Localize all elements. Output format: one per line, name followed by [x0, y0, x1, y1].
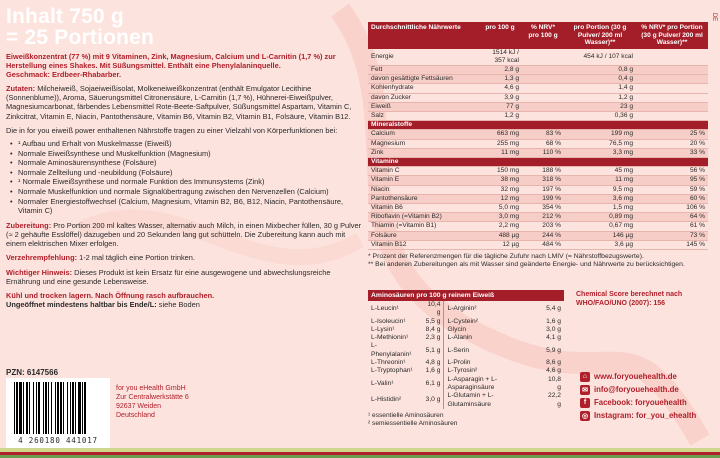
nutrient-value: 3,9 g: [478, 93, 522, 102]
nutrient-value: 197 %: [522, 185, 564, 194]
chemical-score: [576, 290, 716, 308]
nutrient-value: [522, 111, 564, 120]
nutrient-value: 76,5 mg: [564, 139, 636, 148]
barcode-bar: [67, 382, 68, 434]
nutrient-value: 146 µg: [564, 231, 636, 240]
amino-value: 1,6 g: [546, 317, 561, 325]
storage-info: Kühl und trocken lagern. Nach Öffnung rasch aufbrauchen. Ungeöffnet mindestens haltbar bis Ende/L: siehe Boden: [6, 290, 215, 310]
amino-name: L-Tryptophan¹: [371, 367, 413, 375]
nutrient-name: Vitamin B6: [368, 203, 478, 212]
nutrient-value: 64 %: [636, 213, 708, 222]
nutrient-value: 488 µg: [478, 231, 522, 240]
nutrient-name: Eiweiß: [368, 102, 478, 111]
col-header: % NRV* pro 100 g: [522, 22, 564, 49]
nutrient-value: [636, 111, 708, 120]
nutrient-name: Magnesium: [368, 139, 478, 148]
amino-value: 22,2 g: [547, 392, 561, 408]
nutrient-value: 1,3 g: [478, 75, 522, 84]
nutrient-name: Zink: [368, 148, 478, 157]
nutrient-value: 12 mg: [478, 194, 522, 203]
table-row: [368, 75, 708, 84]
nutrient-value: [636, 93, 708, 102]
amino-name: L-Alanin: [447, 334, 473, 342]
barcode-bar: [38, 382, 40, 434]
nutrient-value: [636, 49, 708, 66]
barcode-bar: [16, 382, 18, 434]
amino-name: L-Threonin¹: [371, 359, 406, 367]
amino-value: 5,4 g: [546, 305, 561, 313]
nutrition-table: [368, 22, 708, 250]
nutrient-value: 2,8 g: [478, 65, 522, 74]
barcode: [6, 378, 110, 452]
nutrient-value: 20 %: [636, 139, 708, 148]
warning: Wichtiger Hinweis: Dieses Produkt ist kein Ersatz für eine ausgewogene und abwechslungsreiche Ernährung und eine gesunde Lebensweise.: [6, 267, 331, 286]
amino-value: 8,6 g: [546, 359, 561, 367]
barcode-bar: [82, 382, 83, 434]
table-row: [368, 102, 708, 111]
amino-value: 4,8 g: [420, 359, 444, 367]
col-header: Durchschnittliche Nährwerte: [368, 22, 478, 49]
amino-value: 4,1 g: [546, 334, 561, 342]
amino-value: 10,8 g: [547, 375, 561, 391]
nutrient-name: Folsäure: [368, 231, 478, 240]
nutrient-value: 33 %: [636, 148, 708, 157]
nutrition-footnote-2: ** Bei anderen Zubereitungen als mit Wasser sind geänderte Energie- und Nährwerte zu berücksichtigen.: [368, 260, 685, 268]
table-row: [368, 111, 708, 120]
nutrient-value: 12 µg: [478, 240, 522, 249]
nutrient-value: [636, 75, 708, 84]
amino-footnote-2: ² semiessentielle Aminosäuren: [368, 419, 458, 427]
nutrient-value: 77 g: [478, 102, 522, 111]
barcode-bar: [33, 382, 34, 434]
amino-value: 4,6 g: [546, 367, 561, 375]
nutrient-value: 2,2 mg: [478, 222, 522, 231]
nutrient-value: 45 mg: [564, 167, 636, 176]
col-header: % NRV* pro Portion (30 g Pulver/ 200 ml Wasser)**: [636, 22, 708, 49]
nutrient-value: 11 mg: [564, 176, 636, 185]
nutrient-value: 0,67 mg: [564, 222, 636, 231]
nutrient-value: 199 %: [522, 194, 564, 203]
nutrient-value: 61 %: [636, 222, 708, 231]
barcode-bar: [14, 382, 15, 434]
table-row: [368, 176, 708, 185]
nutrient-value: 11 mg: [478, 148, 522, 157]
company-country: Deutschland: [116, 412, 155, 419]
nutrient-value: 255 mg: [478, 139, 522, 148]
nutrient-value: 1,2 g: [564, 93, 636, 102]
barcode-bar: [48, 382, 49, 434]
table-row: [368, 376, 564, 393]
nutrient-value: 212 %: [522, 213, 564, 222]
table-row: [368, 167, 708, 176]
nutrient-value: 3,6 µg: [564, 240, 636, 249]
nutrient-value: 83 %: [522, 130, 564, 139]
list-item: • ¹ Aufbau und Erhalt von Muskelmasse (Eiweiß): [10, 139, 362, 149]
nutrient-value: 0,36 g: [564, 111, 636, 120]
nutrient-value: 454 kJ / 107 kcal: [564, 49, 636, 66]
nutrient-value: 106 %: [636, 203, 708, 212]
amino-header: Aminosäuren pro 100 g reinem Eiweiß: [368, 290, 564, 301]
list-item: • Normale Eiweißsynthese und Muskelfunktion (Magnesium): [10, 149, 362, 159]
nutrient-name: Salz: [368, 111, 478, 120]
nutrient-value: [522, 93, 564, 102]
amino-name: L-Serin: [447, 346, 470, 354]
nutrient-value: 1,2 g: [478, 111, 522, 120]
list-item: • Normale Muskelfunktion und normale Signalübertragung zwischen den Nervenzellen (Calcium): [10, 187, 362, 197]
web-icon: ⌂: [580, 372, 590, 382]
list-item: • Normaler Energiestoffwechsel (Calcium, Magnesium, Vitamin B2, B6, B12, Niacin, Pantothensäure, Vitamin C): [10, 197, 362, 216]
score-label: Chemical Score berechnet nach: [576, 291, 683, 298]
col-header: pro 100 g: [478, 22, 522, 49]
functions-intro: Die in for you eiweiß power enthaltenen Nährstoffe tragen zu einer Vielzahl von Körperfunktionen bei:: [6, 125, 338, 135]
nutrition-section-row: [368, 121, 708, 130]
table-row: [368, 130, 708, 139]
nutrient-value: 484 %: [522, 240, 564, 249]
nutrition-section-row: [368, 157, 708, 166]
table-row: [368, 139, 708, 148]
nutrient-value: [522, 102, 564, 111]
nutrient-value: 1514 kJ / 357 kcal: [478, 49, 522, 66]
table-row: [368, 301, 564, 318]
table-row: [368, 203, 708, 212]
facebook-icon: f: [580, 398, 590, 408]
amino-value: 10,4 g: [420, 301, 444, 318]
email-link[interactable]: ✉ info@foryouehealth.de: [580, 383, 720, 396]
nutrient-value: 56 %: [636, 167, 708, 176]
col-header: pro Portion (30 g Pulver/ 200 ml Wasser)**: [564, 22, 636, 49]
amino-value: 2,3 g: [420, 334, 444, 342]
table-row: [368, 240, 708, 249]
nutrient-name: Niacin: [368, 185, 478, 194]
nutrient-value: 150 mg: [478, 167, 522, 176]
amino-name: L-Glutamin + L-Glutaminsäure: [447, 392, 494, 408]
amino-value: 5,5 g: [420, 318, 444, 326]
left-column: [6, 6, 362, 309]
amino-value: 1,6 g: [420, 367, 444, 375]
barcode-bar: [23, 382, 24, 434]
section-label: Vitamine: [368, 157, 708, 166]
table-row: [368, 231, 708, 240]
nutrient-value: 244 %: [522, 231, 564, 240]
nutrient-value: 110 %: [522, 148, 564, 157]
instagram-link[interactable]: ◎ Instagram: for_you_ehealth: [581, 411, 697, 420]
nutrient-value: 0,8 g: [564, 65, 636, 74]
nutrient-value: 59 %: [636, 185, 708, 194]
nutrient-value: [522, 65, 564, 74]
barcode-bar: [70, 382, 71, 434]
nutrient-value: 188 %: [522, 167, 564, 176]
list-item: • ¹ Normale Eiweißsynthese und normale Funktion des Immunsystems (Zink): [10, 177, 362, 187]
barcode-bar: [29, 382, 30, 434]
nutrient-value: 73 %: [636, 231, 708, 240]
company-name: for you eHealth GmbH: [116, 385, 186, 392]
table-row: [368, 222, 708, 231]
nutrient-value: 23 g: [564, 102, 636, 111]
nutrient-name: Vitamin C: [368, 167, 478, 176]
barcode-bar: [72, 382, 74, 434]
nutrient-name: Calcium: [368, 130, 478, 139]
ingredients: Zutaten: Milcheiweiß, Sojaeiweißisolat, Molkeneiweißkonzentrat (enthält Emulgator Lecithine (Sonnenblume)), Aroma, Säuerungsmittel Citronensäure, L-Carnitin (1,7 %), Hühnerei-Eiweißpulver, Magnesiumcarbonat, färbendes Lebensmittel Rote-Beete-Saftpulver, Süßungsmittel Aspartam, Vitamin C, Zinkcitrat, Vitamin E, Niacin, Pantothensäure, Vitamin B6, Vitamin B2, Vitamin B1, Folsäure, Vitamin B12.: [6, 84, 352, 121]
flavor-text: Geschmack: Erdbeer-Rhabarber.: [6, 70, 122, 79]
barcode-bar: [57, 382, 59, 434]
amino-name: L-Methionin¹: [371, 334, 409, 342]
amino-value: 3,0 g: [420, 392, 444, 409]
contact-links: [580, 370, 720, 422]
table-row: [368, 93, 708, 102]
preparation: Zubereitung: Pro Portion 200 ml kaltes Wasser, alternativ auch Milch, in einen Mixbecher füllen, 30 g Pulver (≈ 2 gehäufte Esslöffel) dazugeben und 20 Sekunden lang gut schütteln. Die Zubereitung kann auch mit einem elektrischen Mixer erfolgen.: [6, 220, 362, 249]
nutrient-value: 38 mg: [478, 176, 522, 185]
nutrient-value: 318 %: [522, 176, 564, 185]
barcode-bar: [55, 382, 56, 434]
nutrient-value: 145 %: [636, 240, 708, 249]
nutrition-panel: [368, 22, 708, 269]
amino-name: L-Phenylalanin¹: [371, 342, 412, 358]
amino-footnote-1: ¹ essentielle Aminosäuren: [368, 411, 444, 419]
nutrition-header-row: [368, 22, 708, 49]
table-row: [368, 326, 564, 334]
amino-name: L-Valin¹: [371, 379, 394, 387]
nutrient-value: 1,5 mg: [564, 203, 636, 212]
nutrient-value: 0,89 mg: [564, 213, 636, 222]
table-row: [368, 194, 708, 203]
nutrient-value: 3,6 mg: [564, 194, 636, 203]
nutrient-name: Pantothensäure: [368, 194, 478, 203]
nutrient-value: 32 mg: [478, 185, 522, 194]
nutrient-value: 3,0 mg: [478, 213, 522, 222]
nutrient-value: 4,6 g: [478, 84, 522, 93]
barcode-bar: [43, 382, 44, 434]
table-row: [368, 213, 708, 222]
amino-value: 8,4 g: [420, 326, 444, 334]
nutrient-value: 5,0 mg: [478, 203, 522, 212]
barcode-bar: [19, 382, 22, 434]
instagram-icon: ◎: [581, 412, 589, 420]
score-value: WHO/FAO/UNO (2007): 156: [576, 300, 666, 307]
amino-table: [368, 290, 564, 409]
functions-list: [6, 139, 362, 216]
company-street: Zur Centralwerkstätte 6: [116, 394, 189, 401]
nutrient-name: Vitamin E: [368, 176, 478, 185]
barcode-number: 4 260180 441017: [18, 436, 98, 445]
pzn-label: PZN: 6147566: [6, 368, 59, 377]
barcode-bar: [78, 382, 81, 434]
amino-value: 6,1 g: [420, 376, 444, 393]
facebook-link[interactable]: f Facebook: foryouehealth: [580, 396, 720, 409]
amino-name: L-Tyrosin²: [447, 367, 478, 375]
amino-name: L-Prolin: [447, 359, 471, 367]
mail-icon: ✉: [580, 385, 590, 395]
nutrient-value: [636, 65, 708, 74]
amino-name: L-Isoleucin¹: [371, 317, 406, 325]
amino-name: L-Asparagin + L-Asparaginsäure: [447, 375, 498, 391]
barcode-bar: [60, 382, 62, 434]
barcode-bar: [75, 382, 76, 434]
table-row: [368, 185, 708, 194]
section-label: Mineralstoffe: [368, 121, 708, 130]
company-address: [116, 384, 189, 420]
nutrient-value: [522, 84, 564, 93]
nutrient-value: 60 %: [636, 194, 708, 203]
list-item: • Normale Aminosäurensynthese (Folsäure): [10, 158, 362, 168]
table-row: [368, 342, 564, 359]
nutrient-name: Fett: [368, 65, 478, 74]
table-row: [368, 148, 708, 157]
nutrient-value: [636, 102, 708, 111]
barcode-bar: [84, 382, 86, 434]
content-title: Inhalt 750 g = 25 Portionen: [6, 5, 155, 49]
nutrient-value: 9,5 mg: [564, 185, 636, 194]
product-description: Eiweißkonzentrat (77 %) mit 9 Vitaminen, Zink, Magnesium, Calcium und L-Carnitin (1,7 %) zur Herstellung eines Shakes. Mit Süßungsmittel. Enthält eine Phenylalaninquelle. Geschmack: Erdbeer-Rhabarber.: [6, 52, 336, 79]
barcode-bar: [36, 382, 37, 434]
barcode-bar: [26, 382, 28, 434]
amino-name: L-Cystein²: [447, 317, 478, 325]
nutrient-value: 354 %: [522, 203, 564, 212]
nutrient-value: 199 mg: [564, 130, 636, 139]
nutrient-value: 25 %: [636, 130, 708, 139]
amino-panel: [368, 290, 564, 428]
amino-value: 5,9 g: [546, 346, 561, 354]
nutrient-value: [522, 75, 564, 84]
table-row: [368, 318, 564, 326]
website-link[interactable]: ⌂ www.foryouehealth.de: [580, 370, 720, 383]
amino-name: Glycin: [447, 325, 467, 333]
company-city: 92637 Weiden: [116, 403, 162, 410]
nutrient-value: 95 %: [636, 176, 708, 185]
nutrient-name: Riboflavin (=Vitamin B2): [368, 213, 478, 222]
amino-value: 3,0 g: [546, 325, 561, 333]
table-row: [368, 49, 708, 66]
barcode-bar: [63, 382, 64, 434]
amino-name: L-Leucin¹: [371, 305, 399, 313]
table-row: [368, 392, 564, 409]
nutrient-value: 0,4 g: [564, 75, 636, 84]
barcode-bar: [51, 382, 52, 434]
amino-name: L-Lysin¹: [371, 325, 395, 333]
nutrient-value: 203 %: [522, 222, 564, 231]
nutrient-name: davon Zucker: [368, 93, 478, 102]
nutrient-name: Vitamin B12: [368, 240, 478, 249]
nutrition-footnote-1: * Prozent der Referenzmengen für die tägliche Zufuhr nach LMIV (= Nährstoffbezugswerte).: [368, 252, 644, 260]
nutrient-name: davon gesättigte Fettsäuren: [368, 75, 478, 84]
nutrient-value: [636, 84, 708, 93]
table-row: [368, 65, 708, 74]
amino-value: 5,1 g: [420, 342, 444, 359]
barcode-bars: [12, 382, 104, 436]
table-row: [368, 334, 564, 342]
amino-name: L-Histidin²: [371, 396, 402, 404]
nutrient-name: Thiamin (=Vitamin B1): [368, 222, 478, 231]
nutrient-name: Kohlenhydrate: [368, 84, 478, 93]
nutrient-value: 68 %: [522, 139, 564, 148]
barcode-bar: [45, 382, 47, 434]
table-row: [368, 359, 564, 367]
nutrient-value: [522, 49, 564, 66]
nutrient-name: Energie: [368, 49, 478, 66]
nutrient-value: 663 mg: [478, 130, 522, 139]
nutrient-value: 1,4 g: [564, 84, 636, 93]
nutrient-value: 3,3 mg: [564, 148, 636, 157]
bottom-stripe: [0, 448, 720, 458]
table-row: [368, 84, 708, 93]
list-item: • Normale Zellteilung und -neubildung (Folsäure): [10, 168, 362, 178]
amino-name: L-Arginin²: [447, 305, 477, 313]
language-mark: DE: [711, 12, 718, 22]
recommendation: Verzehrempfehlung: 1-2 mal täglich eine Portion trinken.: [6, 253, 195, 263]
table-row: [368, 367, 564, 375]
